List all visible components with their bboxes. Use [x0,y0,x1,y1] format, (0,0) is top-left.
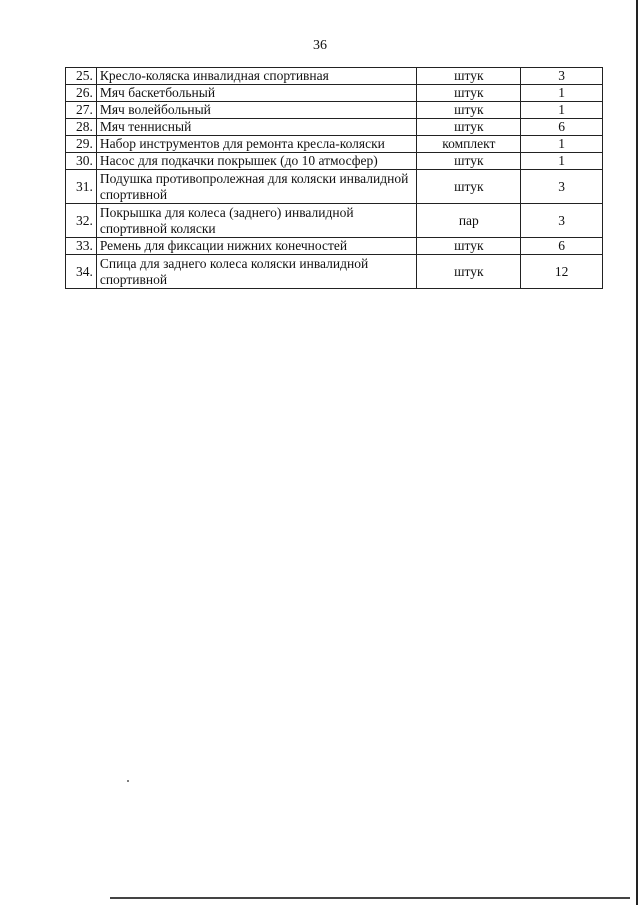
item-name: Мяч теннисный [96,119,416,136]
table-row [66,102,603,119]
table-row [66,238,603,255]
item-unit: пар [417,204,521,238]
table-row [66,170,603,204]
row-number: 25. [66,68,97,85]
item-quantity: 1 [521,102,603,119]
item-quantity: 3 [521,170,603,204]
item-unit: штук [417,68,521,85]
row-number: 30. [66,153,97,170]
table-row [66,153,603,170]
item-name: Мяч баскетбольный [96,85,416,102]
item-quantity: 3 [521,68,603,85]
item-quantity: 1 [521,85,603,102]
item-unit: штук [417,170,521,204]
item-unit: штук [417,85,521,102]
equipment-table [65,67,603,289]
page-edge-bottom [110,897,630,899]
row-number: 27. [66,102,97,119]
item-name: Набор инструментов для ремонта кресла-коляски [96,136,416,153]
page-edge-right [636,0,638,905]
row-number: 34. [66,255,97,289]
row-number: 31. [66,170,97,204]
item-unit: штук [417,119,521,136]
row-number: 28. [66,119,97,136]
row-number: 32. [66,204,97,238]
item-unit: штук [417,255,521,289]
row-number: 29. [66,136,97,153]
item-unit: штук [417,238,521,255]
item-name: Насос для подкачки покрышек (до 10 атмосфер) [96,153,416,170]
item-unit: комплект [417,136,521,153]
table-row [66,204,603,238]
item-quantity: 1 [521,153,603,170]
table-row [66,255,603,289]
scan-speck [127,780,129,782]
item-name: Ремень для фиксации нижних конечностей [96,238,416,255]
item-name: Подушка противопролежная для коляски инвалидной спортивной [96,170,416,204]
table-row [66,85,603,102]
table-row [66,68,603,85]
item-quantity: 1 [521,136,603,153]
item-unit: штук [417,153,521,170]
item-quantity: 6 [521,119,603,136]
item-name: Кресло-коляска инвалидная спортивная [96,68,416,85]
table-row [66,119,603,136]
item-name: Спица для заднего колеса коляски инвалидной спортивной [96,255,416,289]
item-quantity: 3 [521,204,603,238]
item-name: Мяч волейбольный [96,102,416,119]
item-name: Покрышка для колеса (заднего) инвалидной спортивной коляски [96,204,416,238]
item-quantity: 12 [521,255,603,289]
row-number: 33. [66,238,97,255]
item-quantity: 6 [521,238,603,255]
page-number: 36 [313,38,327,53]
row-number: 26. [66,85,97,102]
table-row [66,136,603,153]
item-unit: штук [417,102,521,119]
